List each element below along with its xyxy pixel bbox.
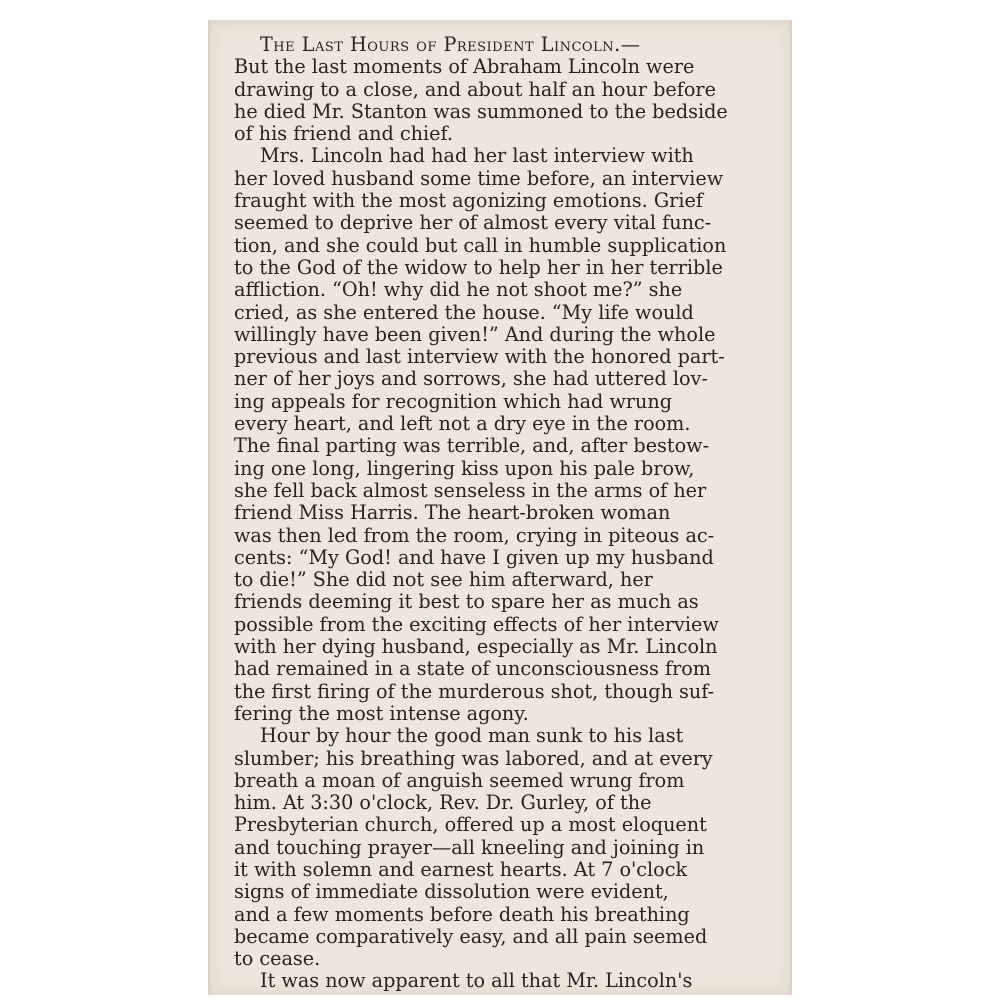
article-line: she fell back almost senseless in the arms of her <box>234 478 707 502</box>
article-line: breath a moan of anguish seemed wrung from <box>234 768 685 792</box>
article-line: previous and last interview with the honored part- <box>234 345 725 369</box>
article-line: the first firing of the murderous shot, though suf- <box>234 679 715 703</box>
article-line: and touching prayer—all kneeling and joining in <box>234 835 705 859</box>
article-line: every heart, and left not a dry eye in the room. <box>234 412 691 436</box>
article-line: her loved husband some time before, an interview <box>234 166 724 190</box>
article-line: and a few moments before death his breathing <box>234 902 690 926</box>
article-line: he died Mr. Stanton was summoned to the bedside <box>234 99 728 123</box>
article-line: But the last moments of Abraham Lincoln were <box>234 55 695 79</box>
article-line: ner of her joys and sorrows, she had uttered lov- <box>234 367 708 391</box>
article-line: Presbyterian church, offered up a most eloquent <box>234 813 707 837</box>
article-line: friend Miss Harris. The heart-broken woman <box>234 501 671 525</box>
article-line: ing appeals for recognition which had wrung <box>234 389 673 413</box>
article-line: with her dying husband, especially as Mr. Lincoln <box>234 635 718 659</box>
article-line: slumber; his breathing was labored, and at every <box>234 746 713 770</box>
article-line: to cease. <box>234 947 321 971</box>
article-line: The final parting was terrible, and, after bestow- <box>234 434 710 458</box>
article-column <box>234 34 766 993</box>
article-paragraph-start: It was now apparent to all that Mr. Lincoln's <box>260 969 693 993</box>
article-line: fering the most intense agony. <box>234 701 529 725</box>
article-line: became comparatively easy, and all pain seemed <box>234 924 708 948</box>
article-line: fraught with the most agonizing emotions. Grief <box>234 189 703 213</box>
article-line: was then led from the room, crying in piteous ac- <box>234 523 715 547</box>
article-line: him. At 3:30 o'clock, Rev. Dr. Gurley, of the <box>234 791 652 815</box>
article-headline: The Last Hours of President Lincoln.— <box>260 33 641 56</box>
article-line: possible from the exciting effects of her interview <box>234 612 719 636</box>
article-line: cried, as she entered the house. “My life would <box>234 300 694 324</box>
newspaper-clipping <box>208 20 792 995</box>
article-line: drawing to a close, and about half an hour before <box>234 77 716 101</box>
article-line: to die!” She did not see him afterward, her <box>234 568 653 592</box>
article-line: tion, and she could but call in humble supplication <box>234 233 727 257</box>
article-line: cents: “My God! and have I given up my husband <box>234 545 714 569</box>
article-paragraph-start: Mrs. Lincoln had had her last interview with <box>260 144 694 168</box>
article-line: it with solemn and earnest hearts. At 7 o'clock <box>234 857 688 881</box>
article-line: willingly have been given!” And during the whole <box>234 322 716 346</box>
article-line: affliction. “Oh! why did he not shoot me?” she <box>234 278 683 302</box>
article-line: friends deeming it best to spare her as much as <box>234 590 699 614</box>
clipping-right-edge <box>790 20 792 995</box>
article-line: had remained in a state of unconsciousness from <box>234 657 711 681</box>
article-line: seemed to deprive her of almost every vital func- <box>234 211 712 235</box>
clipping-left-edge <box>208 20 210 995</box>
article-line: to the God of the widow to help her in her terrible <box>234 255 723 279</box>
article-paragraph-start: Hour by hour the good man sunk to his last <box>260 724 684 748</box>
article-line: signs of immediate dissolution were evident, <box>234 880 669 904</box>
article-line: ing one long, lingering kiss upon his pale brow, <box>234 456 695 480</box>
article-line: of his friend and chief. <box>234 122 453 146</box>
